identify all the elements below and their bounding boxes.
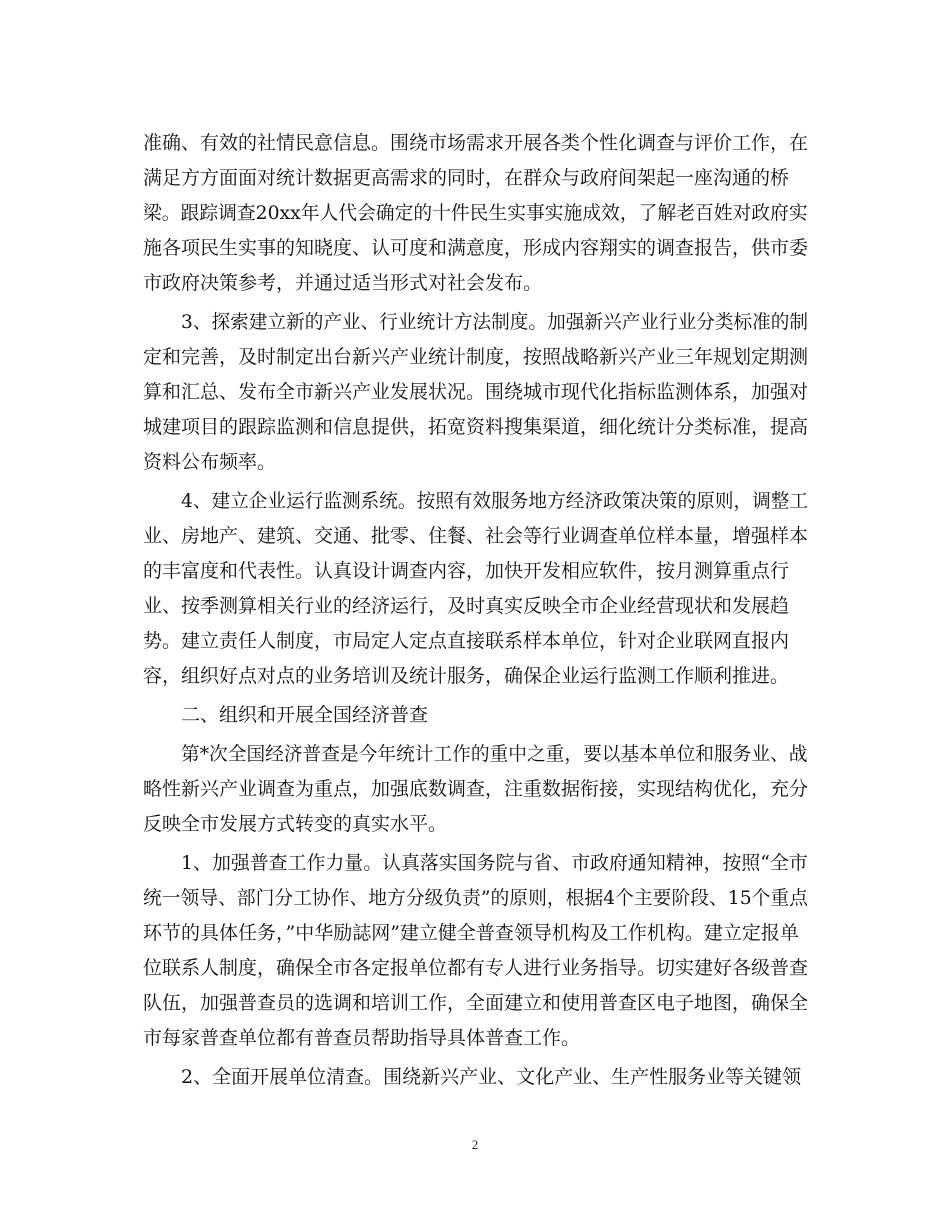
body-line-8: 算和汇总、发布全市新兴产业发展状况。围绕城市现代化指标监测体系，加强对 [143,381,809,403]
page-number: 2 [471,1137,479,1152]
paragraph-4-heading-line: 4、建立企业运行监测系统。按照有效服务地方经济政策决策的原则，调整工 [181,490,809,512]
body-line-2: 满足方方面面对统计数据更高需求的同时，在群众与政府间架起一座沟通的桥 [143,167,790,189]
body-line-12: 业、房地产、建筑、交通、批零、住餐、社会等行业调查单位样本量，增强样本 [143,525,809,547]
body-line-25: 队伍，加强普查员的选调和培训工作，全面建立和使用普查区电子地图，确保全 [143,992,809,1014]
body-line-3: 梁。跟踪调查20xx年人代会确定的十件民生实事实施成效，了解老百姓对政府实 [143,202,808,224]
body-line-19: 略性新兴产业调查为重点，加强底数调查，注重数据衔接，实现结构优化，充分 [143,778,809,800]
paragraph-1-heading-line: 1、加强普查工作力量。认真落实国务院与省、市政府通知精神，按照“全市 [181,852,808,874]
body-line-4: 施各项民生实事的知晓度、认可度和满意度，形成内容翔实的调查报告，供市委 [143,237,809,259]
body-line-26: 市每家普查单位都有普查员帮助指导具体普查工作。 [143,1027,581,1049]
body-line-14: 业、按季测算相关行业的经济运行，及时真实反映全市企业经营现状和发展趋 [143,595,790,617]
body-line-20: 反映全市发展方式转变的真实水平。 [143,813,448,835]
body-line-5: 市政府决策参考，并通过适当形式对社会发布。 [143,272,543,294]
body-line-22: 统一领导、部门分工协作、地方分级负责”的原则，根据4个主要阶段、15个重点 [143,887,808,909]
body-line-1: 准确、有效的社情民意信息。围绕市场需求开展各类个性化调查与评价工作，在 [143,132,809,154]
body-line-9: 城建项目的跟踪监测和信息提供，拓宽资料搜集渠道，细化统计分类标准，提高 [143,416,809,438]
body-line-10: 资料公布频率。 [143,451,277,473]
body-line-13: 的丰富度和代表性。认真设计调查内容，加快开发相应软件，按月测算重点行 [143,560,790,582]
body-line-23: 环节的具体任务，”中华励誌网”建立健全普查领导机构及工作机构。建立定报单 [143,922,799,944]
section-heading-2: 二、组织和开展全国经济普查 [181,704,429,726]
paragraph-2-heading-line: 2、全面开展单位清查。围绕新兴产业、文化产业、生产性服务业等关键领 [181,1066,802,1088]
body-line-7: 定和完善，及时制定出台新兴产业统计制度，按照战略新兴产业三年规划定期测 [143,346,809,368]
body-line-16: 容，组织好点对点的业务培训及统计服务，确保企业运行监测工作顺利推进。 [143,665,790,687]
body-line-24: 位联系人制度，确保全市各定报单位都有专人进行业务指导。切实建好各级普查 [143,957,809,979]
body-line-15: 势。建立责任人制度，市局定人定点直接联系样本单位，针对企业联网直报内 [143,630,790,652]
paragraph-census-line: 第*次全国经济普查是今年统计工作的重中之重，要以基本单位和服务业、战 [181,743,808,765]
paragraph-3-heading-line: 3、探索建立新的产业、行业统计方法制度。加强新兴产业行业分类标准的制 [181,311,809,333]
